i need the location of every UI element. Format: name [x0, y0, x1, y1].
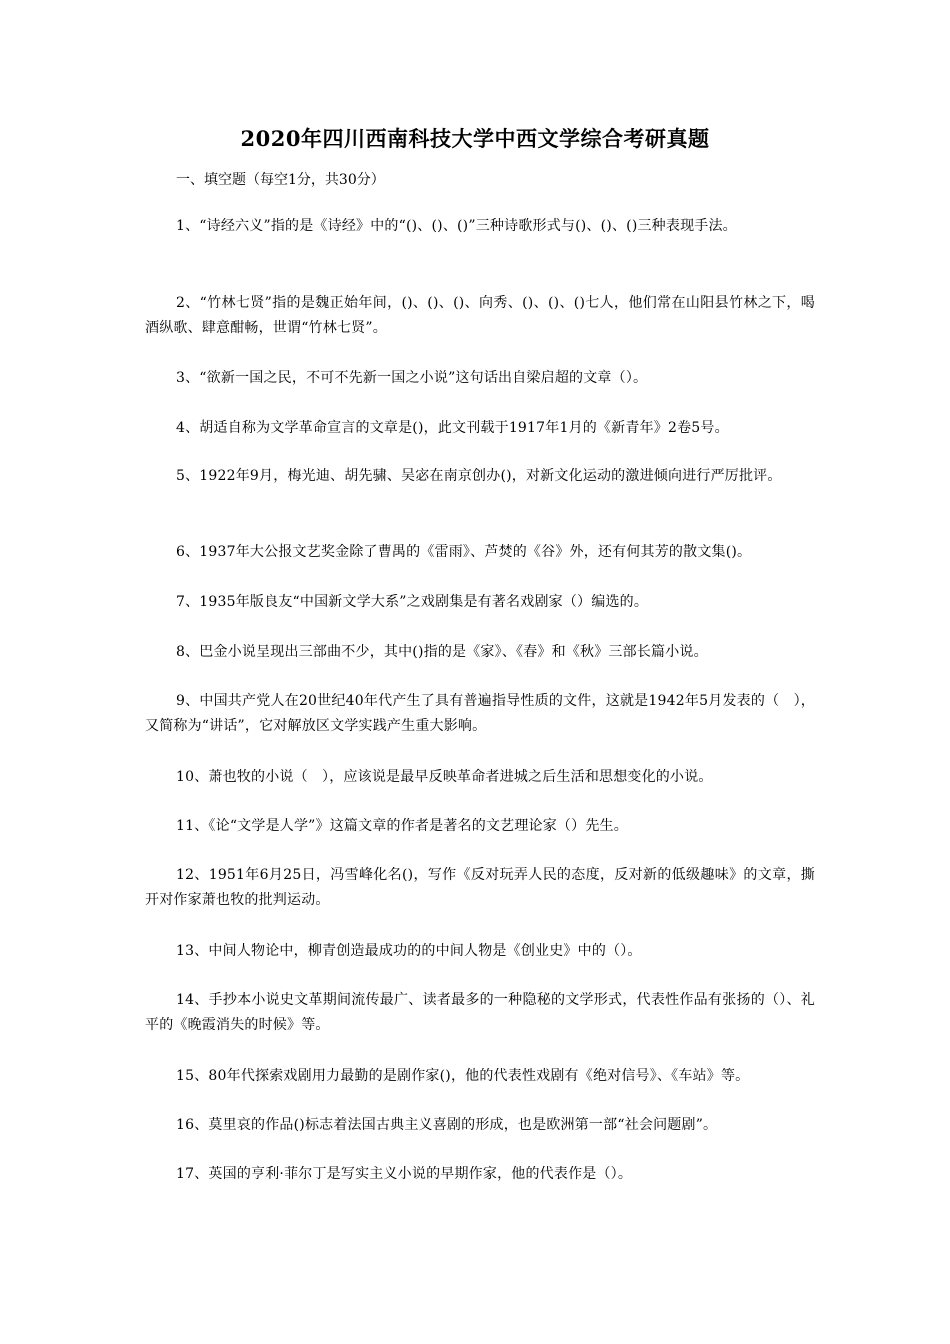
question-11: 11、《论“文学是人学”》这篇文章的作者是著名的文艺理论家（）先生。	[176, 818, 628, 834]
question-8: 8、巴金小说呈现出三部曲不少，其中()指的是《家》、《春》和《秋》三部长篇小说。	[176, 644, 708, 660]
question-17: 17、英国的亨利·菲尔丁是写实主义小说的早期作家，他的代表作是（）。	[176, 1166, 633, 1182]
question-4: 4、胡适自称为文学革命宣言的文章是()，此文刊载于1917年1月的《新青年》2卷5号。	[176, 420, 729, 436]
question-2: 2、“竹林七贤”指的是魏正始年间，()、()、()、向秀、()、()、()七人，他们常在山阳县竹林之下，喝酒纵歌、肆意酣畅，世谓“竹林七贤”。	[145, 295, 815, 336]
question-5: 5、1922年9月，梅光迪、胡先骕、吴宓在南京创办()，对新文化运动的激进倾向进行严厉批评。	[176, 468, 782, 484]
section-heading: 一、填空题（每空1分，共30分）	[176, 172, 385, 188]
question-6: 6、1937年大公报文艺奖金除了曹禺的《雷雨》、芦焚的《谷》外，还有何其芳的散文集()。	[176, 544, 752, 560]
question-14: 14、手抄本小说史文革期间流传最广、读者最多的一种隐秘的文学形式，代表性作品有张扬的（）、礼平的《晚霞消失的时候》等。	[145, 992, 815, 1033]
question-10: 10、萧也牧的小说（ ），应该说是最早反映革命者进城之后生活和思想变化的小说。	[176, 769, 713, 785]
question-12: 12、1951年6月25日，冯雪峰化名()，写作《反对玩弄人民的态度，反对新的低级趣味》的文章，撕开对作家萧也牧的批判运动。	[145, 867, 815, 908]
question-15: 15、80年代探索戏剧用力最勤的是剧作家()，他的代表性戏剧有《绝对信号》、《车站》等。	[176, 1068, 750, 1084]
question-7: 7、1935年版良友“中国新文学大系”之戏剧集是有著名戏剧家（）编选的。	[176, 594, 649, 610]
page-title: 2020年四川西南科技大学中西文学综合考研真题	[240, 126, 710, 151]
question-13: 13、中间人物论中，柳青创造最成功的的中间人物是《创业史》中的（）。	[176, 943, 642, 959]
question-16: 16、莫里哀的作品()标志着法国古典主义喜剧的形成，也是欧洲第一部“社会问题剧”。	[176, 1117, 718, 1133]
question-9: 9、中国共产党人在20世纪40年代产生了具有普遍指导性质的文件，这就是1942年5月发表的（ ），又简称为“讲话”，它对解放区文学实践产生重大影响。	[145, 693, 815, 734]
question-1: 1、“诗经六义”指的是《诗经》中的“()、()、()”三种诗歌形式与()、()、()三种表现手法。	[176, 218, 737, 234]
question-3: 3、“欲新一国之民，不可不先新一国之小说”这句话出自梁启超的文章（）。	[176, 370, 648, 386]
